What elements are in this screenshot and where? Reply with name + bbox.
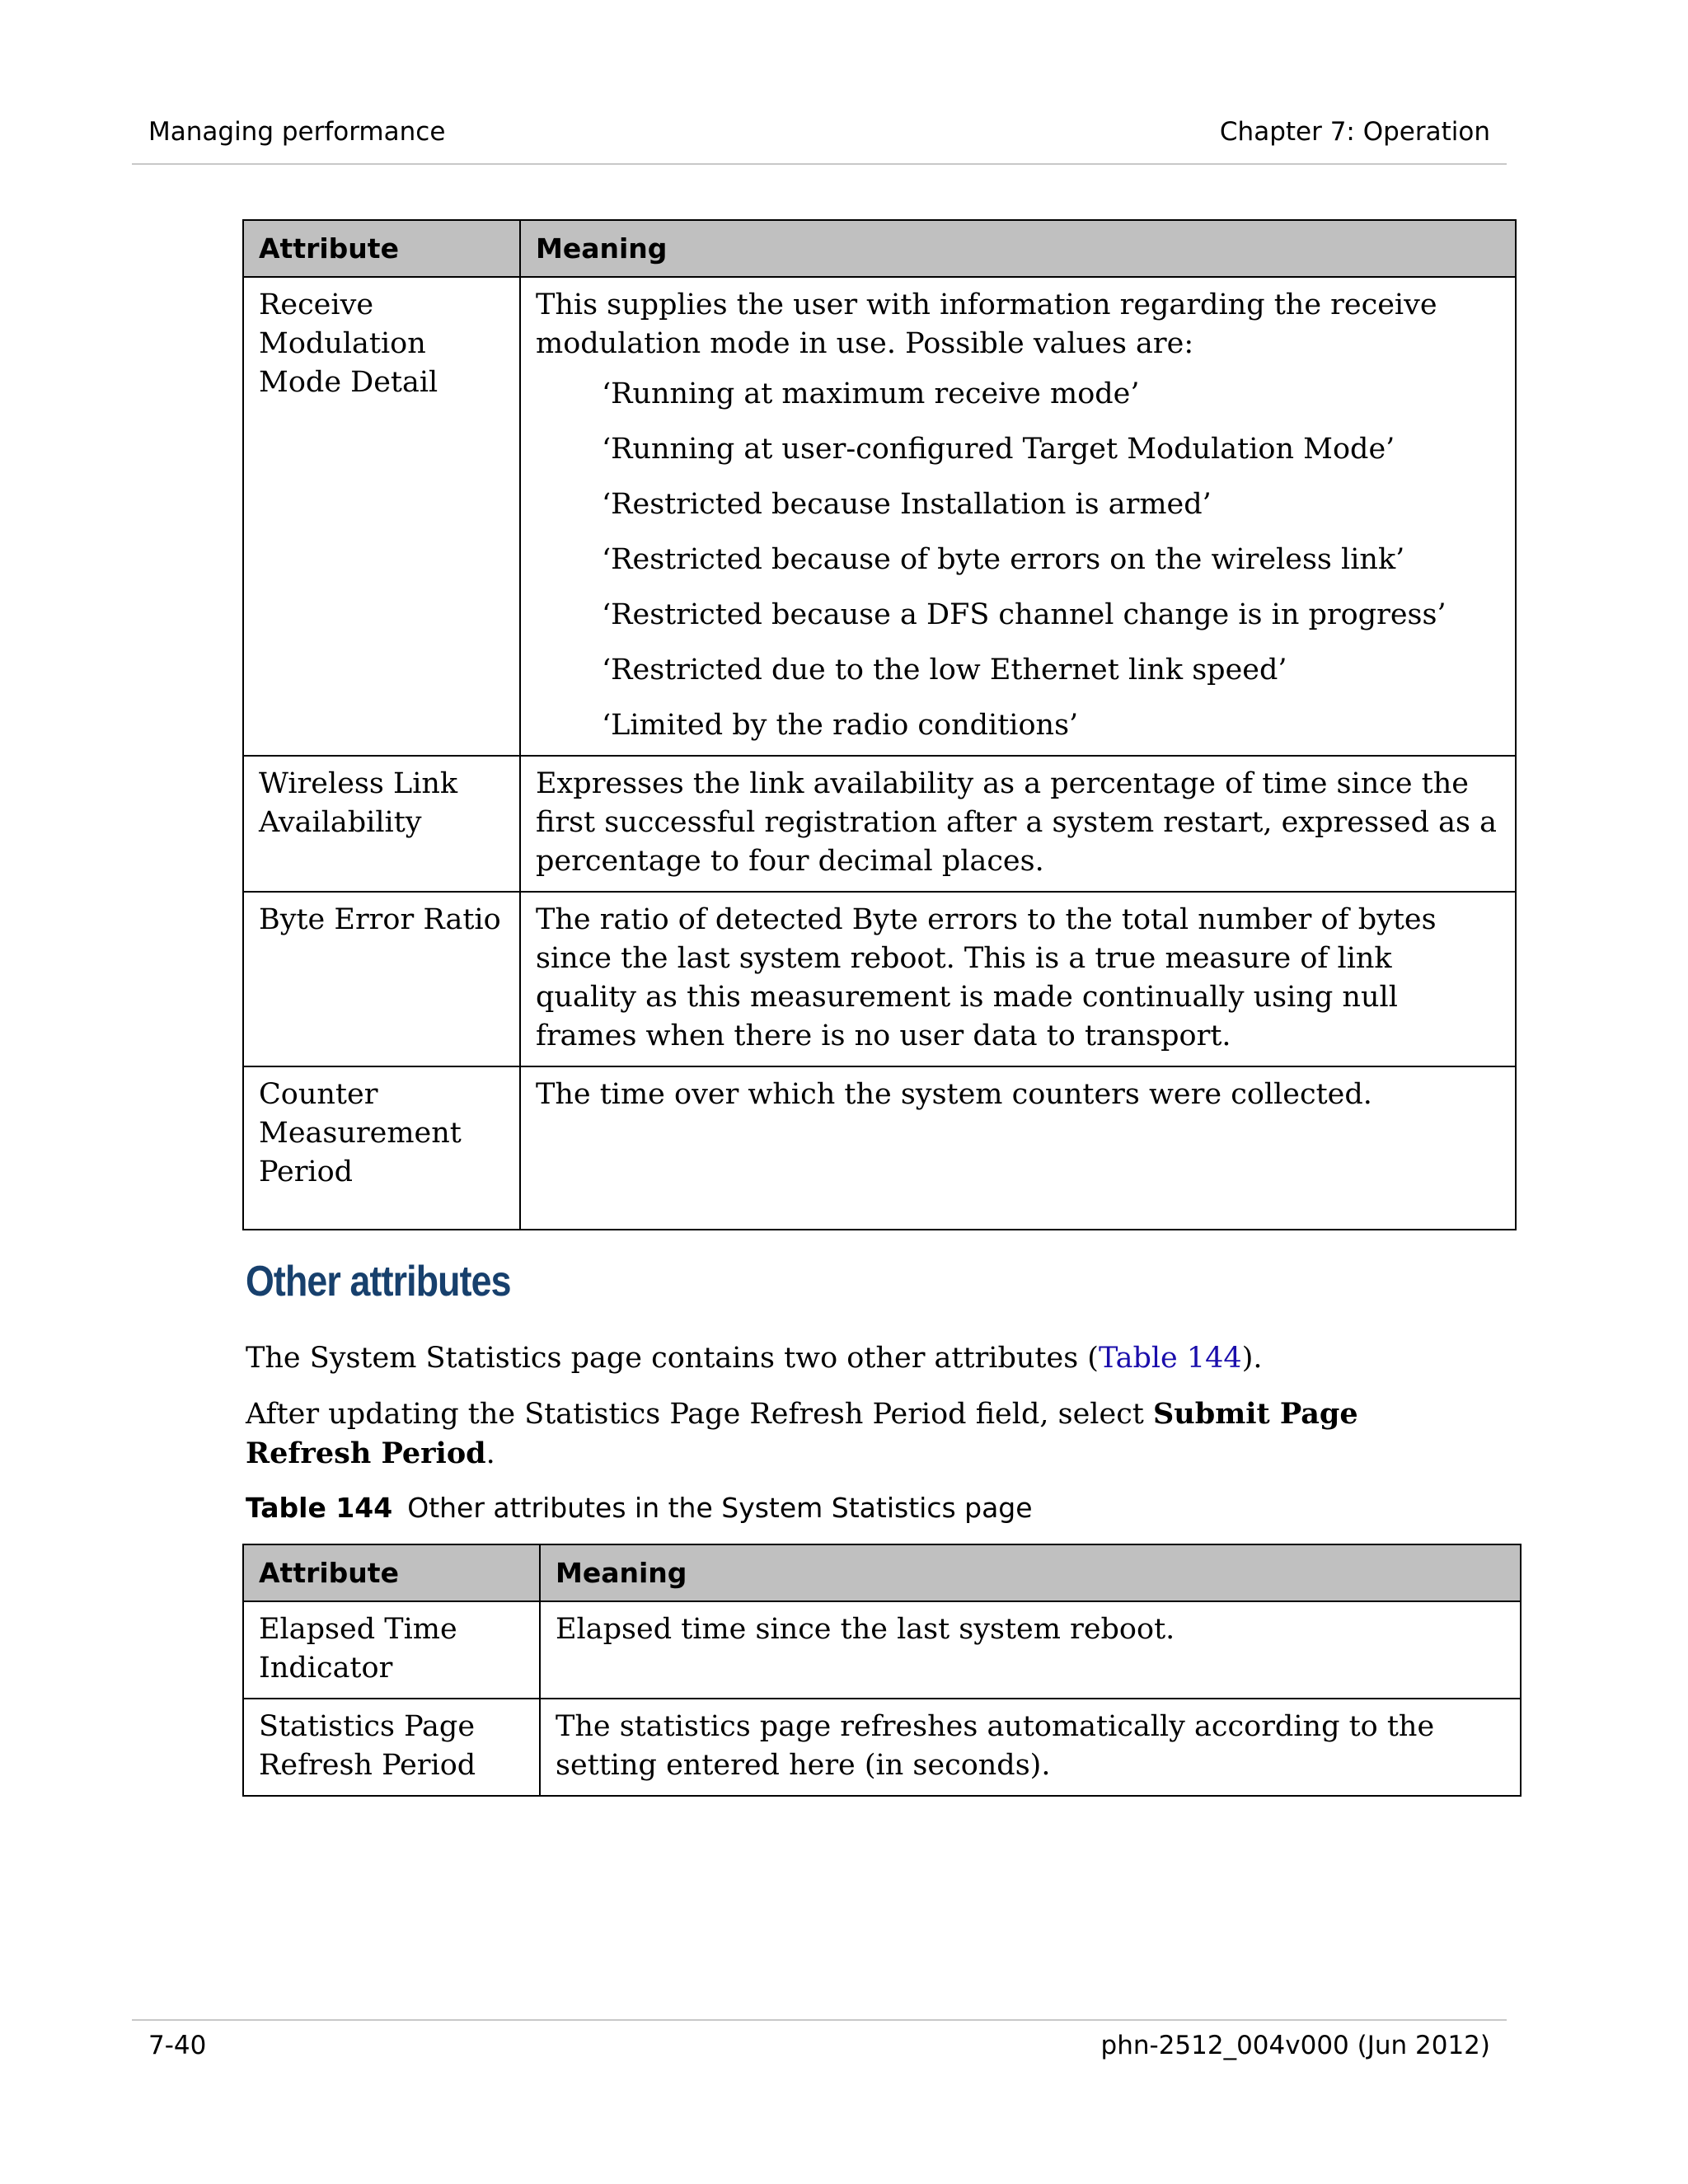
list-item: ‘Restricted because of byte errors on the wireless link’: [602, 543, 1405, 576]
column-header-attribute: Attribute: [243, 1544, 540, 1601]
attribute-cell: Wireless Link Availability: [243, 756, 520, 892]
table-reference-link[interactable]: Table 144: [1098, 1342, 1242, 1375]
table-caption-text: Other attributes in the System Statistics page: [407, 1492, 1033, 1524]
submit-action-name: Submit Page Refresh Period: [246, 1397, 1358, 1470]
list-item: ‘Running at user-configured Target Modulation Mode’: [602, 433, 1395, 466]
table-header-row: [243, 1544, 1521, 1601]
document-id: phn-2512_004v000 (Jun 2012): [1100, 2031, 1490, 2060]
column-header-meaning: Meaning: [540, 1544, 1521, 1601]
attribute-cell: Statistics Page Refresh Period: [243, 1699, 540, 1796]
column-header-meaning: Meaning: [520, 220, 1516, 277]
list-item: ‘Restricted because a DFS channel change is in progress’: [602, 598, 1447, 631]
para-text: .: [485, 1437, 495, 1470]
meaning-cell: The statistics page refreshes automatically according to the setting entered here (in seconds).: [540, 1699, 1521, 1796]
table-caption-label: Table 144: [246, 1492, 393, 1524]
list-item: ‘Running at maximum receive mode’: [602, 377, 1140, 410]
page-number: 7-40: [148, 2031, 207, 2060]
intro-paragraph: [246, 1339, 1482, 1378]
table-header-row: [243, 220, 1516, 277]
attribute-cell: Counter Measurement Period: [243, 1066, 520, 1230]
meaning-cell: Elapsed time since the last system reboot.: [540, 1601, 1521, 1699]
para-text: After updating the Statistics Page Refresh Period field, select: [246, 1398, 1153, 1431]
section-heading: Other attributes: [246, 1258, 511, 1305]
table-caption: [246, 1492, 1033, 1524]
para-text: ).: [1241, 1342, 1263, 1375]
page-header: [132, 114, 1507, 165]
other-attributes-table: [242, 1544, 1522, 1797]
list-item: ‘Restricted because Installation is armed’: [602, 488, 1212, 521]
list-item: ‘Limited by the radio conditions’: [602, 709, 1079, 742]
header-section-title: Managing performance: [148, 117, 446, 147]
table-row: [243, 277, 1516, 756]
attribute-cell: Elapsed Time Indicator: [243, 1601, 540, 1699]
meaning-cell: Expresses the link availability as a percentage of time since the first successful registration after a system restart, expressed as a percentage to four decimal places.: [520, 756, 1516, 892]
meaning-text: This supplies the user with information regarding the receive modulation mode in use. Possible values are:: [536, 288, 1437, 360]
attribute-cell: Receive Modulation Mode Detail: [243, 277, 520, 756]
meaning-cell: The time over which the system counters were collected.: [520, 1066, 1516, 1230]
possible-values-list: [536, 375, 1500, 745]
para-text: The System Statistics page contains two other attributes (: [246, 1342, 1099, 1375]
attribute-cell: Byte Error Ratio: [243, 892, 520, 1066]
table-row: [243, 1066, 1516, 1230]
attributes-table: [242, 219, 1517, 1230]
table-row: [243, 1601, 1521, 1699]
column-header-attribute: Attribute: [243, 220, 520, 277]
instruction-paragraph: [246, 1394, 1482, 1474]
page-footer: [132, 2019, 1507, 2060]
list-item: ‘Restricted due to the low Ethernet link speed’: [602, 654, 1287, 687]
table-row: [243, 756, 1516, 892]
table-row: [243, 1699, 1521, 1796]
table-row: [243, 892, 1516, 1066]
header-chapter-title: Chapter 7: Operation: [1219, 117, 1490, 147]
meaning-cell: The ratio of detected Byte errors to the total number of bytes since the last system reboot. This is a true measure of link quality as this measurement is made continually using null frames when there is no user data to transport.: [520, 892, 1516, 1066]
meaning-cell: [520, 277, 1516, 756]
